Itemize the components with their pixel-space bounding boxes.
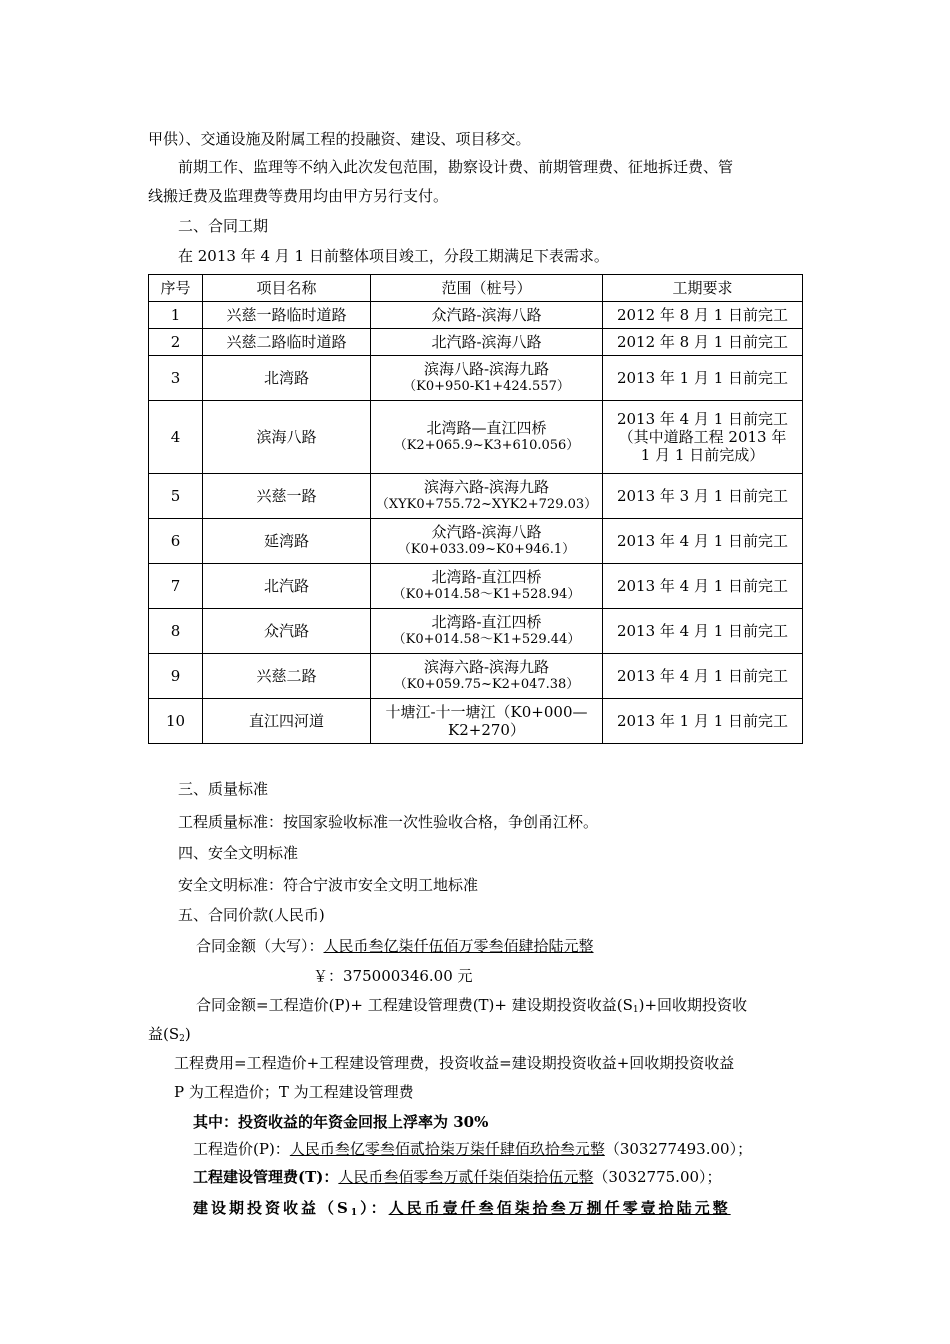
project-name: 兴慈一路临时道路	[203, 302, 371, 329]
deadline-cell: 2012 年 8 月 1 日前完工	[603, 329, 803, 356]
range-cell	[371, 474, 603, 519]
row-number: 10	[149, 699, 203, 744]
paragraph: 甲供）、交通设施及附属工程的投融资、建设、项目移交。	[148, 130, 531, 148]
project-name: 滨海八路	[203, 401, 371, 474]
range-line-2: （K0+950-K1+424.557）	[403, 379, 570, 394]
deadline-cell: 2013 年 4 月 1 日前完工	[603, 564, 803, 609]
deadline-cell	[603, 401, 803, 474]
cost-label: 工程造价(P)：	[193, 1140, 290, 1158]
project-name: 北湾路	[203, 356, 371, 401]
paragraph: 工程费用=工程造价+工程建设管理费，投资收益=建设期投资收益+回收期投资收益	[174, 1054, 735, 1072]
project-name: 兴慈二路	[203, 654, 371, 699]
table-row	[149, 474, 803, 519]
row-number: 2	[149, 329, 203, 356]
row-number: 1	[149, 302, 203, 329]
formula-line	[148, 1024, 191, 1049]
paragraph: 在 2013 年 4 月 1 日前整体项目竣工，分段工期满足下表需求。	[178, 247, 609, 265]
return-subscript: 1	[350, 1208, 361, 1218]
fee-number: （3032775.00）；	[593, 1168, 722, 1186]
table-row	[149, 401, 803, 474]
table-row	[149, 329, 803, 356]
amount-label: 合同金额（大写）：	[196, 937, 324, 955]
range-cell	[371, 699, 603, 744]
table-row	[149, 564, 803, 609]
paragraph: 其中：投资收益的年资金回报上浮率为 30%	[193, 1113, 489, 1131]
row-number: 8	[149, 609, 203, 654]
deadline-cell: 2013 年 4 月 1 日前完工	[603, 654, 803, 699]
deadline-cell: 2013 年 3 月 1 日前完工	[603, 474, 803, 519]
range-cell	[371, 609, 603, 654]
table-row	[149, 519, 803, 564]
section-heading: 三、质量标准	[178, 780, 269, 798]
row-number: 9	[149, 654, 203, 699]
range-line-1: 众汽路-滨海八路	[431, 306, 542, 324]
paragraph: P 为工程造价；T 为工程建设管理费	[174, 1083, 414, 1101]
amount-words: 人民币叁亿柒仟伍佰万零叁佰肆拾陆元整	[323, 937, 594, 955]
table-row	[149, 609, 803, 654]
range-cell	[371, 401, 603, 474]
table-header-cell: 项目名称	[203, 275, 371, 302]
project-name: 众汽路	[203, 609, 371, 654]
range-line-1: 北湾路-直江四桥	[431, 613, 542, 631]
range-line-1: 十塘江-十一塘江（K0+000—	[385, 703, 588, 721]
section-heading: 四、安全文明标准	[178, 844, 299, 862]
range-line-2: （K0+014.58～K1+528.94）	[392, 587, 581, 602]
formula-subscript: 2	[179, 1034, 185, 1044]
deadline-cell: 2012 年 8 月 1 日前完工	[603, 302, 803, 329]
paragraph: 前期工作、监理等不纳入此次发包范围，勘察设计费、前期管理费、征地拆迁费、管	[178, 158, 734, 176]
range-cell	[371, 302, 603, 329]
table-header-cell: 序号	[149, 275, 203, 302]
range-line-2: （XYK0+755.72~XYK2+729.03）	[375, 497, 598, 512]
range-line-1: 滨海八路-滨海九路	[423, 360, 550, 378]
range-cell	[371, 564, 603, 609]
cost-number: （303277493.00）；	[604, 1140, 753, 1158]
fee-label: 工程建设管理费(T)：	[193, 1168, 339, 1186]
range-line-1: 滨海六路-滨海九路	[423, 478, 550, 496]
section-heading: 五、合同价款(人民币)	[178, 906, 325, 924]
range-cell	[371, 519, 603, 564]
range-line-2: （K0+014.58～K1+529.44）	[392, 632, 581, 647]
schedule-table	[148, 274, 803, 744]
yuan-label: ￥：	[313, 967, 344, 985]
fee-words: 人民币叁佰零叁万贰仟柒佰柒拾伍元整	[338, 1168, 594, 1186]
project-name: 直江四河道	[203, 699, 371, 744]
formula-text: )+回收期投资收	[638, 996, 748, 1014]
formula-text: 合同金额=工程造价(P)+ 工程建设管理费(T)+ 建设期投资收益(S	[196, 996, 633, 1014]
investment-return-line	[193, 1198, 731, 1223]
table-row	[149, 302, 803, 329]
range-line-2: K2+270）	[448, 721, 525, 739]
range-line-2: （K0+059.75~K2+047.38）	[393, 677, 580, 692]
range-line-1: 北汽路-滨海八路	[431, 333, 542, 351]
formula-text: 益(S	[148, 1025, 180, 1043]
cost-line	[193, 1139, 752, 1159]
range-line-1: 滨海六路-滨海九路	[423, 658, 550, 676]
return-words: 人民币壹仟叁佰柒拾叁万捌仟零壹拾陆元整	[388, 1199, 731, 1217]
range-cell	[371, 356, 603, 401]
table-row	[149, 356, 803, 401]
contract-amount-words	[196, 936, 594, 956]
paragraph: 线搬迁费及监理费等费用均由甲方另行支付。	[148, 187, 449, 205]
deadline-text: 2013 年 4 月 1 日前完工（其中道路工程 2013 年 1 月 1 日前完成）	[616, 410, 789, 464]
range-line-1: 北湾路—直江四桥	[426, 419, 547, 437]
formula-text: )	[184, 1025, 191, 1043]
range-line-1: 北湾路-直江四桥	[431, 568, 542, 586]
paragraph: 安全文明标准：符合宁波市安全文明工地标准	[178, 876, 479, 894]
row-number: 7	[149, 564, 203, 609]
range-line-1: 众汽路-滨海八路	[431, 523, 542, 541]
deadline-cell: 2013 年 1 月 1 日前完工	[603, 356, 803, 401]
contract-amount-number	[313, 966, 473, 986]
range-cell	[371, 329, 603, 356]
project-name: 延湾路	[203, 519, 371, 564]
range-cell	[371, 654, 603, 699]
table-header-cell: 范围（桩号）	[371, 275, 603, 302]
row-number: 6	[149, 519, 203, 564]
amount-number: 375000346.00 元	[343, 967, 473, 985]
table-row	[149, 699, 803, 744]
row-number: 5	[149, 474, 203, 519]
project-name: 北汽路	[203, 564, 371, 609]
table-header-row	[149, 275, 803, 302]
range-line-2: （K2+065.9~K3+610.056）	[393, 438, 580, 453]
paragraph: 工程质量标准：按国家验收标准一次性验收合格，争创甬江杯。	[178, 813, 599, 831]
deadline-cell: 2013 年 4 月 1 日前完工	[603, 609, 803, 654]
project-name: 兴慈二路临时道路	[203, 329, 371, 356]
row-number: 3	[149, 356, 203, 401]
table-row	[149, 654, 803, 699]
deadline-cell: 2013 年 1 月 1 日前完工	[603, 699, 803, 744]
return-label: 建设期投资收益（S	[193, 1199, 351, 1217]
management-fee-line	[193, 1167, 722, 1187]
range-line-2: （K0+033.09~K0+946.1）	[397, 542, 576, 557]
row-number: 4	[149, 401, 203, 474]
project-name: 兴慈一路	[203, 474, 371, 519]
formula-subscript: 1	[632, 1005, 639, 1015]
section-heading: 二、合同工期	[178, 217, 269, 235]
cost-words: 人民币叁亿零叁佰贰拾柒万柒仟肆佰玖拾叁元整	[289, 1140, 605, 1158]
table-header-cell: 工期要求	[603, 275, 803, 302]
deadline-cell: 2013 年 4 月 1 日前完工	[603, 519, 803, 564]
return-label: ）：	[360, 1199, 389, 1217]
formula-line	[196, 995, 747, 1020]
